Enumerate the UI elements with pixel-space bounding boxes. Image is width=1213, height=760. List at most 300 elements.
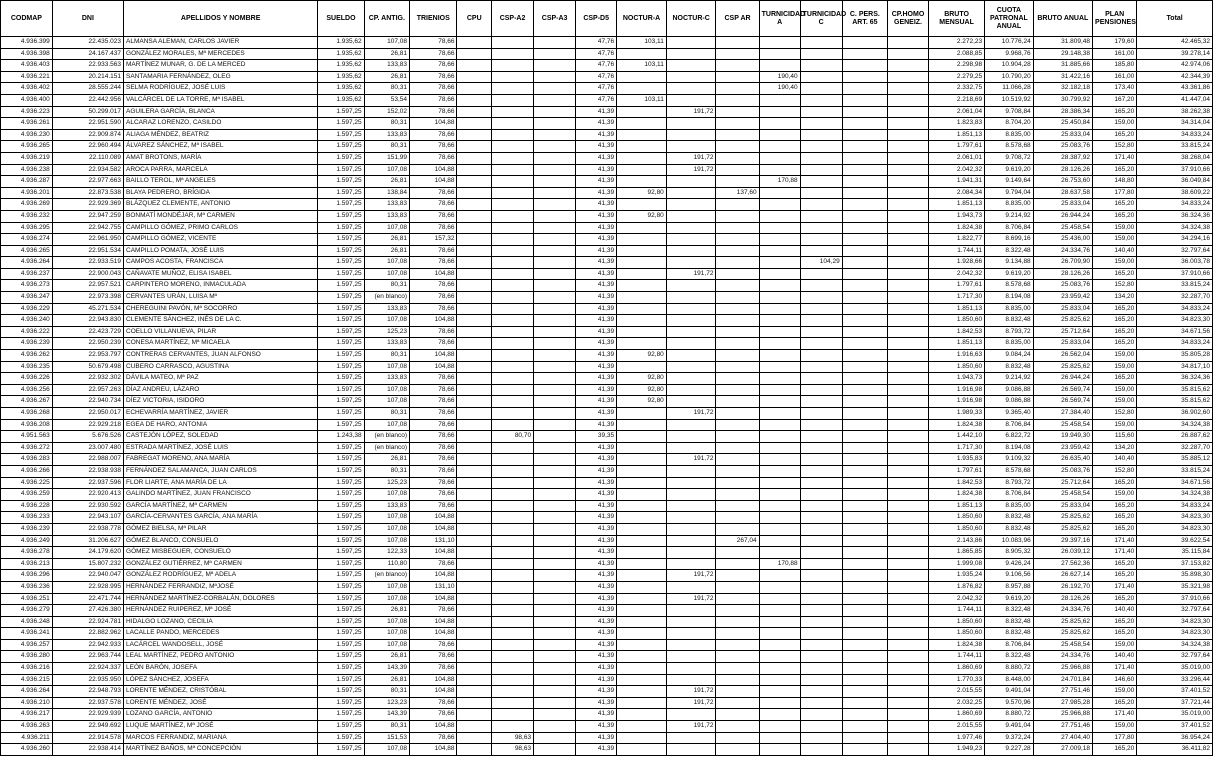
table-cell: 1.597,25 — [318, 326, 364, 338]
table-cell: 4.936.259 — [1, 489, 53, 501]
table-cell — [457, 523, 492, 535]
table-cell: 9.214,92 — [985, 373, 1034, 385]
table-cell — [492, 83, 534, 95]
table-cell — [716, 48, 759, 60]
employee-name-cell: CASTEJÓN LÓPEZ, SOLEDAD — [124, 431, 318, 443]
table-cell — [457, 71, 492, 83]
table-row — [1, 292, 1213, 304]
table-cell — [888, 384, 929, 396]
table-cell: 1.597,25 — [318, 257, 364, 269]
table-row — [1, 83, 1213, 95]
column-header: PLAN PENSIONES — [1093, 1, 1137, 37]
table-cell: 107,08 — [364, 37, 409, 49]
table-cell: 165,20 — [1093, 268, 1137, 280]
table-cell: 41.447,04 — [1137, 94, 1213, 106]
table-cell — [842, 547, 887, 559]
table-cell: 41,39 — [576, 477, 617, 489]
table-cell — [842, 222, 887, 234]
table-cell: 78,66 — [410, 408, 457, 420]
table-cell: 159,00 — [1093, 234, 1137, 246]
table-cell: 38.609,22 — [1137, 187, 1213, 199]
table-cell: 4.936.215 — [1, 674, 53, 686]
table-cell: 1.597,25 — [318, 315, 364, 327]
table-cell — [666, 547, 716, 559]
table-cell: 4.936.236 — [1, 581, 53, 593]
table-cell — [800, 94, 842, 106]
table-cell — [617, 489, 667, 501]
table-cell: 41,39 — [576, 500, 617, 512]
table-cell: 22.938.778 — [52, 523, 123, 535]
table-cell: 34.833,24 — [1137, 129, 1213, 141]
table-cell: 35.019,00 — [1137, 709, 1213, 721]
table-cell: 107,08 — [364, 512, 409, 524]
table-cell: 50.299.017 — [52, 106, 123, 118]
employee-name-cell: CARPINTERO MORENO, INMACULADA — [124, 280, 318, 292]
table-cell: 78,66 — [410, 465, 457, 477]
table-row — [1, 152, 1213, 164]
table-cell: 34.823,30 — [1137, 512, 1213, 524]
table-cell — [457, 118, 492, 130]
table-cell — [800, 663, 842, 675]
table-cell — [759, 361, 800, 373]
table-row — [1, 431, 1213, 443]
table-cell — [800, 570, 842, 582]
table-cell — [800, 535, 842, 547]
table-cell: 25.436,00 — [1033, 234, 1092, 246]
table-cell: 22.938.414 — [52, 744, 123, 756]
table-cell — [534, 535, 576, 547]
table-cell — [534, 651, 576, 663]
table-cell: 26,81 — [364, 605, 409, 617]
table-cell: 179,60 — [1093, 37, 1137, 49]
table-cell: 1.597,25 — [318, 697, 364, 709]
table-cell: 78,66 — [410, 48, 457, 60]
table-cell — [457, 721, 492, 733]
table-cell — [842, 60, 887, 72]
table-cell — [666, 350, 716, 362]
table-cell: 92,80 — [617, 396, 667, 408]
table-cell: 41,39 — [576, 593, 617, 605]
table-cell: 1.597,25 — [318, 222, 364, 234]
table-cell: 78,66 — [410, 431, 457, 443]
table-cell: 78,66 — [410, 152, 457, 164]
table-cell — [534, 663, 576, 675]
table-cell — [457, 465, 492, 477]
table-cell — [534, 210, 576, 222]
table-cell: 133,83 — [364, 60, 409, 72]
table-cell — [666, 94, 716, 106]
table-cell: 4.936.208 — [1, 419, 53, 431]
table-cell: 107,08 — [364, 523, 409, 535]
table-cell: 159,00 — [1093, 384, 1137, 396]
table-cell: 22.935.950 — [52, 674, 123, 686]
table-cell — [492, 280, 534, 292]
table-cell — [716, 454, 759, 466]
table-cell — [888, 199, 929, 211]
table-cell: 22.928.995 — [52, 581, 123, 593]
table-cell — [617, 558, 667, 570]
table-cell: 41,39 — [576, 558, 617, 570]
table-cell: 28.387,92 — [1033, 152, 1092, 164]
table-cell: 4.936.213 — [1, 558, 53, 570]
table-cell: 41,39 — [576, 744, 617, 756]
table-cell — [842, 257, 887, 269]
table-cell: 78,66 — [410, 187, 457, 199]
table-cell — [617, 697, 667, 709]
table-cell: 25.825,62 — [1033, 628, 1092, 640]
table-cell: 2.218,69 — [929, 94, 985, 106]
table-cell — [800, 396, 842, 408]
table-cell: 1.916,98 — [929, 396, 985, 408]
table-cell — [759, 593, 800, 605]
employee-name-cell: GÓMEZ BLANCO, CONSUELO — [124, 535, 318, 547]
table-cell: 1.935,62 — [318, 71, 364, 83]
table-cell — [888, 442, 929, 454]
table-row — [1, 500, 1213, 512]
table-cell — [666, 257, 716, 269]
table-cell: 25.450,84 — [1033, 118, 1092, 130]
table-cell — [492, 37, 534, 49]
table-cell: 148,80 — [1093, 176, 1137, 188]
table-cell: 1.935,62 — [318, 94, 364, 106]
table-cell: 1.842,53 — [929, 477, 985, 489]
table-cell: 177,80 — [1093, 187, 1137, 199]
table-cell — [492, 292, 534, 304]
table-cell: 26.192,70 — [1033, 581, 1092, 593]
table-cell: 1.935,62 — [318, 37, 364, 49]
table-cell — [492, 338, 534, 350]
table-cell: 80,31 — [364, 83, 409, 95]
table-cell: 1.597,25 — [318, 152, 364, 164]
table-cell — [457, 222, 492, 234]
table-row — [1, 176, 1213, 188]
table-cell: 37.910,66 — [1137, 268, 1213, 280]
table-row — [1, 605, 1213, 617]
table-cell: 5.676.526 — [52, 431, 123, 443]
table-cell: 4.936.402 — [1, 83, 53, 95]
table-cell — [617, 431, 667, 443]
table-cell: 159,00 — [1093, 118, 1137, 130]
table-row — [1, 396, 1213, 408]
table-cell: 41,39 — [576, 639, 617, 651]
table-cell: 78,66 — [410, 83, 457, 95]
table-cell — [457, 500, 492, 512]
table-cell: 107,08 — [364, 164, 409, 176]
table-cell: 41,39 — [576, 616, 617, 628]
employee-name-cell: AGUILERA GARCÍA, BLANCA — [124, 106, 318, 118]
table-cell — [842, 744, 887, 756]
table-cell: 32.287,70 — [1137, 442, 1213, 454]
table-cell — [716, 361, 759, 373]
table-cell: 39,35 — [576, 431, 617, 443]
employee-name-cell: CAMPOS ACOSTA, FRANCISCA — [124, 257, 318, 269]
table-cell — [457, 663, 492, 675]
table-cell — [492, 257, 534, 269]
table-cell: 80,31 — [364, 721, 409, 733]
table-cell — [842, 593, 887, 605]
table-cell: 104,88 — [410, 350, 457, 362]
table-cell — [666, 674, 716, 686]
table-cell — [842, 674, 887, 686]
table-cell — [492, 396, 534, 408]
table-cell: 8.793,72 — [985, 326, 1034, 338]
table-cell: 1.935,62 — [318, 48, 364, 60]
table-cell: 33.815,24 — [1137, 280, 1213, 292]
table-cell: 22.951.590 — [52, 118, 123, 130]
table-cell: 35.019,00 — [1137, 663, 1213, 675]
table-cell: 25.458,54 — [1033, 222, 1092, 234]
table-cell — [457, 547, 492, 559]
employee-name-cell: DÍEZ VICTORIA, ISIDORO — [124, 396, 318, 408]
table-cell — [759, 315, 800, 327]
table-cell — [666, 141, 716, 153]
table-row — [1, 234, 1213, 246]
table-cell — [842, 408, 887, 420]
table-cell — [617, 280, 667, 292]
table-cell: 140,40 — [1093, 651, 1137, 663]
table-cell: 39.278,14 — [1137, 48, 1213, 60]
table-cell — [842, 558, 887, 570]
table-cell — [666, 744, 716, 756]
header-row — [1, 1, 1213, 37]
table-cell: 4.936.201 — [1, 187, 53, 199]
table-cell: 4.936.260 — [1, 744, 53, 756]
table-cell: 165,20 — [1093, 106, 1137, 118]
table-cell — [842, 118, 887, 130]
table-cell: 4.936.211 — [1, 732, 53, 744]
table-cell: 41,39 — [576, 361, 617, 373]
table-cell: 107,08 — [364, 257, 409, 269]
table-cell — [716, 570, 759, 582]
table-row — [1, 442, 1213, 454]
table-cell — [457, 639, 492, 651]
table-cell: 1.597,25 — [318, 605, 364, 617]
table-cell: 125,23 — [364, 326, 409, 338]
table-cell: 26.569,74 — [1033, 396, 1092, 408]
table-cell: 10.519,92 — [985, 94, 1034, 106]
table-cell — [534, 408, 576, 420]
table-cell — [888, 535, 929, 547]
table-cell — [842, 350, 887, 362]
table-cell: 41,39 — [576, 187, 617, 199]
table-cell — [800, 129, 842, 141]
table-row — [1, 187, 1213, 199]
table-cell — [800, 674, 842, 686]
table-cell: 10.790,20 — [985, 71, 1034, 83]
table-cell: 1.770,33 — [929, 674, 985, 686]
table-cell: 33.815,24 — [1137, 141, 1213, 153]
table-cell — [617, 732, 667, 744]
table-cell — [457, 141, 492, 153]
table-cell — [716, 651, 759, 663]
table-cell: 22.423.729 — [52, 326, 123, 338]
table-cell: 140,40 — [1093, 605, 1137, 617]
table-cell: 134,20 — [1093, 442, 1137, 454]
table-cell — [534, 616, 576, 628]
table-cell — [759, 338, 800, 350]
column-header: TURNICIDAD C — [800, 1, 842, 37]
table-cell: 36.411,82 — [1137, 744, 1213, 756]
table-cell: 78,66 — [410, 500, 457, 512]
table-cell: 1.850,60 — [929, 512, 985, 524]
table-cell — [534, 477, 576, 489]
table-cell — [617, 71, 667, 83]
table-cell: 41,39 — [576, 257, 617, 269]
table-cell — [716, 384, 759, 396]
employee-name-cell: BONMATÍ MONDÉJAR, Mª CARMEN — [124, 210, 318, 222]
employee-name-cell: BLAYA PEDRERO, BRÍGIDA — [124, 187, 318, 199]
table-cell — [492, 164, 534, 176]
table-cell — [666, 431, 716, 443]
table-cell: 92,80 — [617, 373, 667, 385]
table-cell: 4.936.280 — [1, 651, 53, 663]
table-cell — [888, 106, 929, 118]
table-cell — [888, 210, 929, 222]
table-cell — [716, 373, 759, 385]
table-cell — [759, 512, 800, 524]
table-cell — [759, 350, 800, 362]
table-cell: 41,39 — [576, 176, 617, 188]
table-cell — [800, 651, 842, 663]
table-cell: 123,23 — [364, 697, 409, 709]
table-cell — [800, 721, 842, 733]
table-cell: 133,83 — [364, 210, 409, 222]
table-cell: 41,39 — [576, 315, 617, 327]
table-cell — [800, 187, 842, 199]
table-cell: 165,20 — [1093, 326, 1137, 338]
table-cell: 41,39 — [576, 222, 617, 234]
table-cell — [534, 454, 576, 466]
table-cell — [457, 83, 492, 95]
table-cell: 8.880,72 — [985, 663, 1034, 675]
table-cell: 22.929.939 — [52, 709, 123, 721]
table-cell: 78,66 — [410, 384, 457, 396]
table-cell: 36.049,84 — [1137, 176, 1213, 188]
table-cell: 4.936.267 — [1, 396, 53, 408]
table-cell: 34.833,24 — [1137, 338, 1213, 350]
table-cell: 22.957.521 — [52, 280, 123, 292]
table-cell — [457, 593, 492, 605]
table-cell — [842, 697, 887, 709]
table-cell: 8.322,48 — [985, 245, 1034, 257]
table-cell — [666, 477, 716, 489]
table-cell — [800, 408, 842, 420]
table-cell — [617, 199, 667, 211]
table-cell: 167,20 — [1093, 94, 1137, 106]
table-cell: 8.578,68 — [985, 141, 1034, 153]
table-cell — [617, 535, 667, 547]
table-cell: 41,39 — [576, 199, 617, 211]
employee-name-cell: MARTÍNEZ BAÑOS, Mª CONCEPCIÓN — [124, 744, 318, 756]
table-cell: 107,08 — [364, 315, 409, 327]
table-cell — [800, 558, 842, 570]
table-cell: 41,39 — [576, 373, 617, 385]
table-cell — [492, 408, 534, 420]
table-cell: 165,20 — [1093, 338, 1137, 350]
table-cell: 78,66 — [410, 489, 457, 501]
table-cell: 32.797,64 — [1137, 245, 1213, 257]
table-cell — [842, 326, 887, 338]
employee-name-cell: SELMA RODRÍGUEZ, JOSÉ LUIS — [124, 83, 318, 95]
table-cell: 25.825,62 — [1033, 512, 1092, 524]
table-row — [1, 164, 1213, 176]
table-cell: 143,39 — [364, 709, 409, 721]
table-cell: 1.860,69 — [929, 663, 985, 675]
table-cell — [492, 419, 534, 431]
table-cell — [759, 419, 800, 431]
table-cell — [716, 558, 759, 570]
table-cell: 42.344,39 — [1137, 71, 1213, 83]
employee-name-cell: HIDALGO LOZANO, CECILIA — [124, 616, 318, 628]
table-cell — [800, 176, 842, 188]
table-cell: 131,10 — [410, 581, 457, 593]
table-cell: 9.149,64 — [985, 176, 1034, 188]
table-cell — [534, 373, 576, 385]
table-cell — [457, 512, 492, 524]
table-cell — [842, 639, 887, 651]
table-cell — [457, 129, 492, 141]
table-cell: 1.850,60 — [929, 315, 985, 327]
table-cell — [457, 442, 492, 454]
table-cell — [457, 234, 492, 246]
table-cell: 31.206.627 — [52, 535, 123, 547]
table-cell — [457, 605, 492, 617]
table-cell: 133,83 — [364, 373, 409, 385]
table-cell: 1.797,61 — [929, 141, 985, 153]
table-cell: 1.597,25 — [318, 593, 364, 605]
table-cell: 78,66 — [410, 663, 457, 675]
column-header: CODMAP — [1, 1, 53, 37]
table-row — [1, 686, 1213, 698]
employee-name-cell: GARCÍA MARTÍNEZ, Mª CARMEN — [124, 500, 318, 512]
table-cell — [800, 744, 842, 756]
table-cell — [716, 326, 759, 338]
table-cell — [716, 152, 759, 164]
employee-name-cell: CERVANTES URÁN, LUISA Mª — [124, 292, 318, 304]
table-cell: 4.936.248 — [1, 616, 53, 628]
employee-name-cell: CUBERO CARRASCO, AGUSTINA — [124, 361, 318, 373]
table-cell: 22.938.938 — [52, 465, 123, 477]
table-cell: 107,08 — [364, 628, 409, 640]
table-cell — [888, 454, 929, 466]
table-cell: 41,39 — [576, 350, 617, 362]
table-cell — [492, 674, 534, 686]
table-cell — [534, 605, 576, 617]
table-cell: 26,81 — [364, 176, 409, 188]
table-cell: 26.944,24 — [1033, 373, 1092, 385]
table-cell: 1.597,25 — [318, 164, 364, 176]
table-cell — [492, 106, 534, 118]
table-cell: 104,88 — [410, 593, 457, 605]
table-cell: 41,39 — [576, 408, 617, 420]
table-cell: 41,39 — [576, 106, 617, 118]
table-cell: 22.942.933 — [52, 639, 123, 651]
table-cell: 26.569,74 — [1033, 384, 1092, 396]
table-cell — [617, 141, 667, 153]
table-cell: 37.910,66 — [1137, 593, 1213, 605]
table-cell: 47,76 — [576, 94, 617, 106]
table-cell: 41,39 — [576, 164, 617, 176]
table-cell — [617, 303, 667, 315]
table-cell — [492, 152, 534, 164]
table-cell — [492, 118, 534, 130]
table-cell: 104,88 — [410, 361, 457, 373]
table-cell — [534, 71, 576, 83]
table-cell: 159,00 — [1093, 419, 1137, 431]
table-row — [1, 489, 1213, 501]
table-row — [1, 697, 1213, 709]
table-cell — [534, 419, 576, 431]
